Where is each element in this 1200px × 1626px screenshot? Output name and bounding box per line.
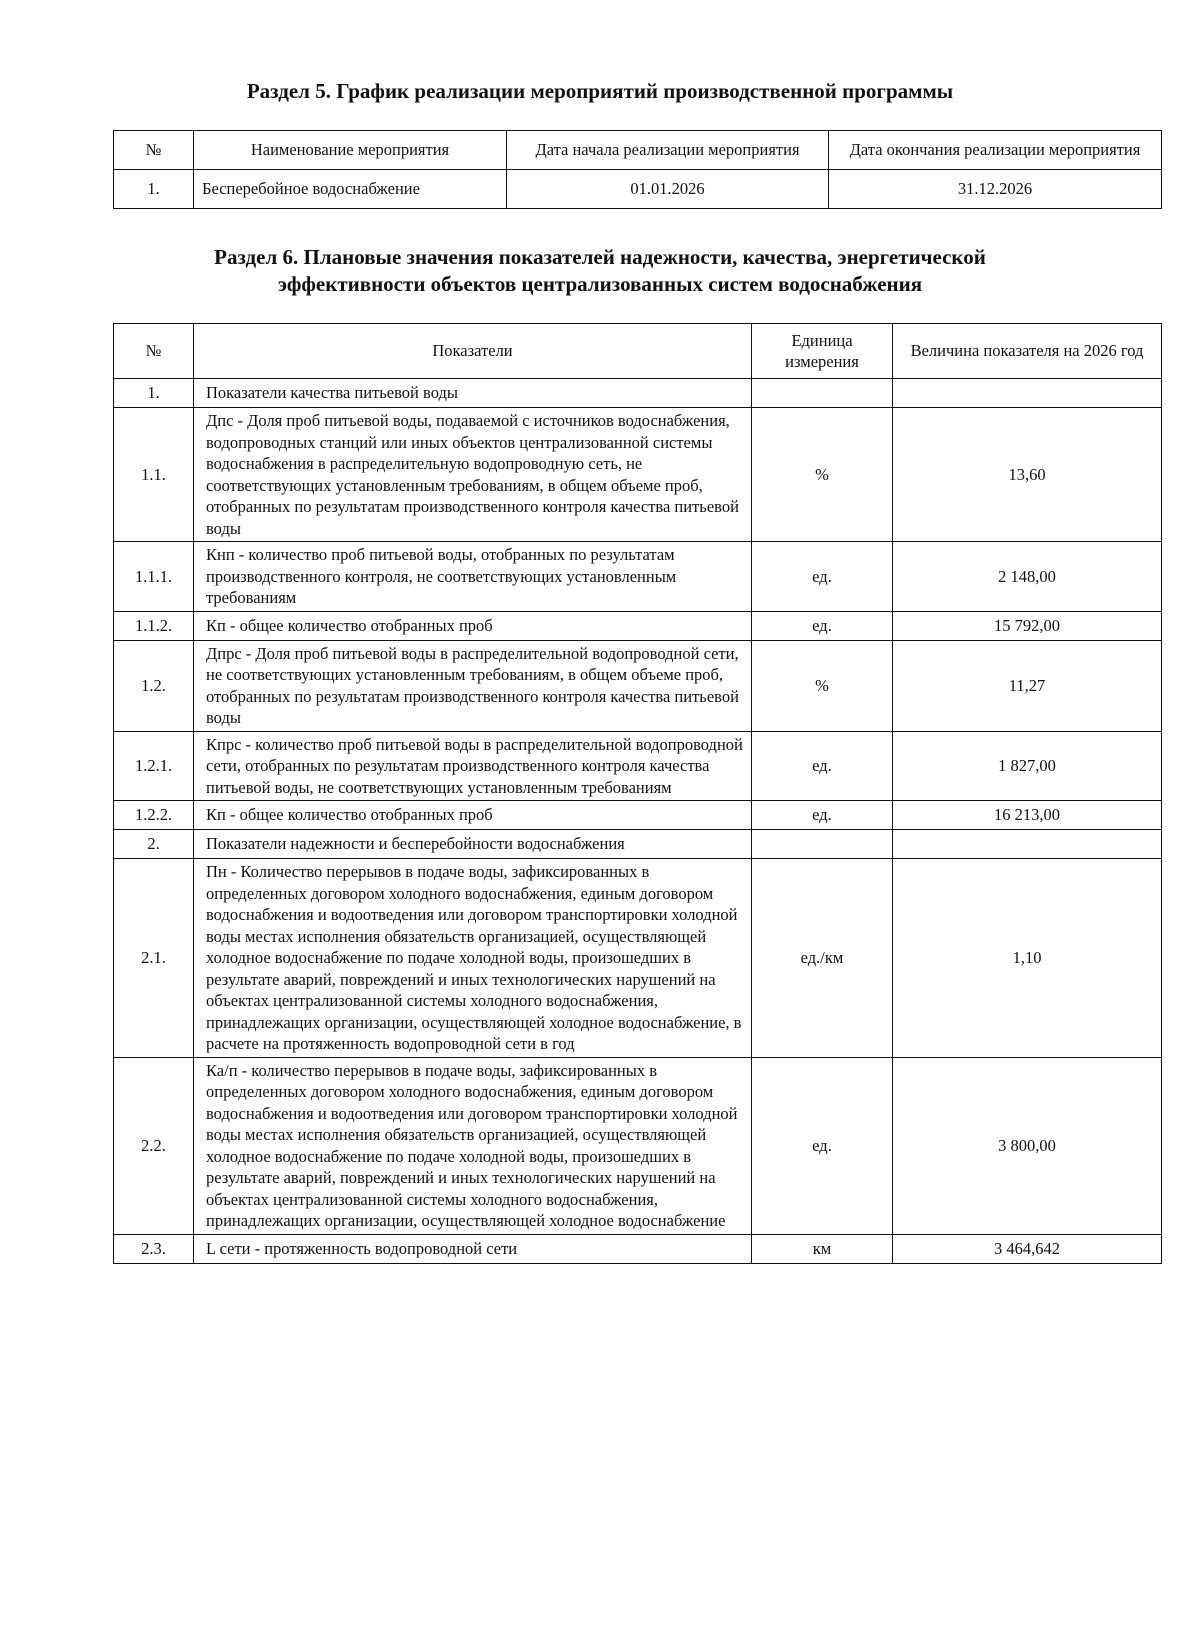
section5-title xyxy=(0,78,1200,105)
row-num: 2.1. xyxy=(114,859,194,1058)
row-value: 16 213,00 xyxy=(893,801,1162,830)
table-row xyxy=(114,731,1162,801)
table-row xyxy=(114,1057,1162,1234)
row-unit: ед. xyxy=(752,611,893,640)
row-indicator: Кпрс - количество проб питьевой воды в распределительной водопроводной сети, отобранных по результатам производственного контроля качества питьевой воды, не соответствующих установленным требованиям xyxy=(194,731,752,801)
row-num: 1. xyxy=(114,379,194,408)
row-unit: % xyxy=(752,640,893,731)
row-unit: км xyxy=(752,1234,893,1263)
schedule-cell-start: 01.01.2026 xyxy=(507,170,829,209)
row-value: 2 148,00 xyxy=(893,542,1162,612)
row-indicator: Показатели надежности и бесперебойности водоснабжения xyxy=(194,830,752,859)
row-num: 2.3. xyxy=(114,1234,194,1263)
row-value: 15 792,00 xyxy=(893,611,1162,640)
row-unit: ед. xyxy=(752,1057,893,1234)
indicators-header-value: Величина показателя на 2026 год xyxy=(893,324,1162,379)
schedule-header-name: Наименование мероприятия xyxy=(194,131,507,170)
row-value: 11,27 xyxy=(893,640,1162,731)
schedule-header-end: Дата окончания реализации мероприятия xyxy=(829,131,1162,170)
row-unit: ед./км xyxy=(752,859,893,1058)
indicators-header-num: № xyxy=(114,324,194,379)
row-unit: ед. xyxy=(752,731,893,801)
indicators-table xyxy=(113,323,1162,1264)
section5-title-text: Раздел 5. График реализации мероприятий производственной программы xyxy=(246,79,954,103)
row-value: 3 800,00 xyxy=(893,1057,1162,1234)
row-unit xyxy=(752,379,893,408)
table-row xyxy=(114,611,1162,640)
row-indicator: Дпрс - Доля проб питьевой воды в распределительной водопроводной сети, не соответствующих установленным требованиям, в общем объеме проб, отобранных по результатам производственного контроля качества питьевой воды xyxy=(194,640,752,731)
row-indicator: Пн - Количество перерывов в подаче воды, зафиксированных в определенных договором холодного водоснабжения, единым договором водоснабжения и водоотведения или договором транспортировки холодной воды местах исполнения обязательств организацией, осуществляющей холодное водоснабжение по подаче холодной воды, произошедших в результате аварий, повреждений и иных технологических нарушений на объектах централизованной системы холодного водоснабжения, принадлежащих организации, осуществляющей холодное водоснабжение, в расчете на протяженность водопроводной сети в год xyxy=(194,859,752,1058)
row-indicator: Показатели качества питьевой воды xyxy=(194,379,752,408)
row-indicator: Кп - общее количество отобранных проб xyxy=(194,801,752,830)
table-row xyxy=(114,859,1162,1058)
row-num: 1.1.2. xyxy=(114,611,194,640)
row-indicator: L сети - протяженность водопроводной сети xyxy=(194,1234,752,1263)
table-row xyxy=(114,408,1162,542)
row-value: 13,60 xyxy=(893,408,1162,542)
row-indicator: Дпс - Доля проб питьевой воды, подаваемой с источников водоснабжения, водопроводных станций или иных объектов централизованной системы водоснабжения в распределительную водопроводную сеть, не соответствующих установленным требованиям, в общем объеме проб, отобранных по результатам производственного контроля качества питьевой воды xyxy=(194,408,752,542)
schedule-cell-num: 1. xyxy=(114,170,194,209)
row-num: 1.2.2. xyxy=(114,801,194,830)
schedule-cell-end: 31.12.2026 xyxy=(829,170,1162,209)
row-num: 2. xyxy=(114,830,194,859)
schedule-header-row xyxy=(114,131,1162,170)
row-unit: ед. xyxy=(752,801,893,830)
row-num: 2.2. xyxy=(114,1057,194,1234)
row-num: 1.1. xyxy=(114,408,194,542)
row-unit: % xyxy=(752,408,893,542)
schedule-header-num: № xyxy=(114,131,194,170)
table-row xyxy=(114,640,1162,731)
row-indicator: Кп - общее количество отобранных проб xyxy=(194,611,752,640)
table-row xyxy=(114,830,1162,859)
schedule-cell-name: Бесперебойное водоснабжение xyxy=(194,170,507,209)
indicators-header-unit: Единица измерения xyxy=(752,324,893,379)
row-value: 3 464,642 xyxy=(893,1234,1162,1263)
section6-title-line2: эффективности объектов централизованных систем водоснабжения xyxy=(277,272,923,296)
table-row xyxy=(114,379,1162,408)
row-num: 1.2. xyxy=(114,640,194,731)
row-value: 1 827,00 xyxy=(893,731,1162,801)
section6-title xyxy=(0,244,1200,298)
table-row xyxy=(114,542,1162,612)
row-num: 1.2.1. xyxy=(114,731,194,801)
table-row xyxy=(114,801,1162,830)
schedule-row xyxy=(114,170,1162,209)
indicators-header-indicator: Показатели xyxy=(194,324,752,379)
indicators-header-row xyxy=(114,324,1162,379)
row-unit xyxy=(752,830,893,859)
row-value xyxy=(893,379,1162,408)
row-unit: ед. xyxy=(752,542,893,612)
section6-title-line1: Раздел 6. Плановые значения показателей надежности, качества, энергетической xyxy=(214,245,986,269)
row-indicator: Ка/п - количество перерывов в подаче воды, зафиксированных в определенных договором холодного водоснабжения, единым договором водоснабжения и водоотведения или договором транспортировки холодной воды местах исполнения обязательств организацией, осуществляющей холодное водоснабжение по подаче холодной воды, произошедших в результате аварий, повреждений и иных технологических нарушений на объектах централизованной системы холодного водоснабжения, принадлежащих организации, осуществляющей холодное водоснабжение xyxy=(194,1057,752,1234)
schedule-table xyxy=(113,130,1162,209)
row-value: 1,10 xyxy=(893,859,1162,1058)
schedule-header-start: Дата начала реализации мероприятия xyxy=(507,131,829,170)
table-row xyxy=(114,1234,1162,1263)
row-indicator: Кнп - количество проб питьевой воды, отобранных по результатам производственного контроля, не соответствующих установленным требованиям xyxy=(194,542,752,612)
row-num: 1.1.1. xyxy=(114,542,194,612)
row-value xyxy=(893,830,1162,859)
